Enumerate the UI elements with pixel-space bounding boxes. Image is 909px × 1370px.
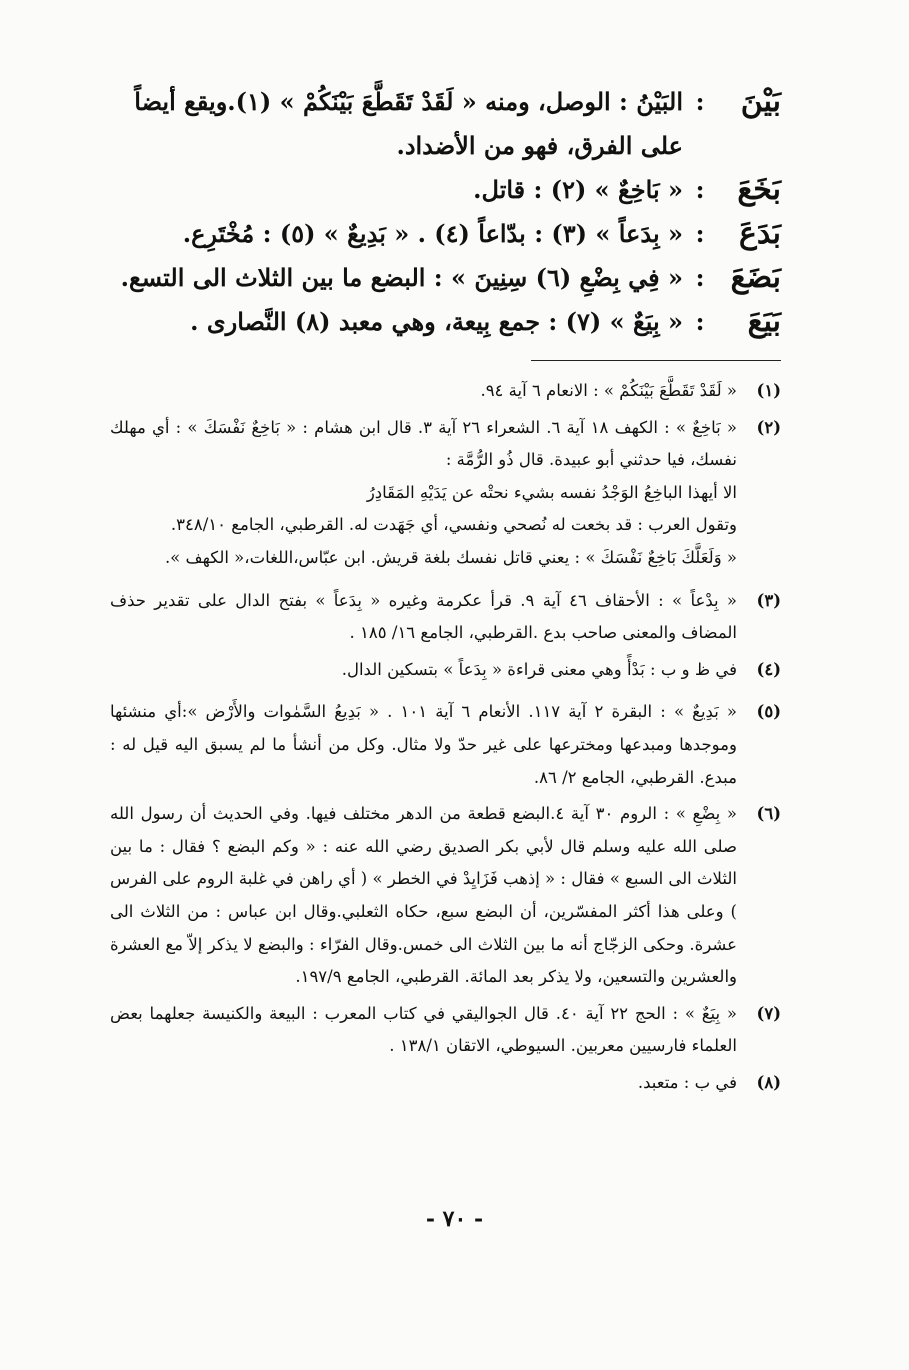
entry-colon: : — [695, 87, 705, 116]
footnote-number: (١) — [756, 381, 781, 400]
entry-bakhaa — [110, 168, 781, 212]
footnote-6 — [110, 798, 781, 994]
footnote-text — [110, 798, 737, 994]
footnote-3 — [110, 585, 781, 650]
entry-headword: بَيَعَ — [747, 304, 781, 339]
footnote-number: (٨) — [756, 1072, 781, 1092]
footnote-line: « وَلَعَلَّكَ بَاخِعٌ نَفْسَكَ » : يعني قاتل نفسك بلغة قريش. ابن عبّاس،اللغات،« الكهف ». — [164, 547, 737, 567]
footnote-number: (٧) — [756, 1003, 781, 1023]
entry-colon: : — [695, 219, 705, 248]
lexicon-entries — [110, 80, 781, 344]
page-number: - ٧٠ - — [425, 1206, 484, 1232]
footnote-number: (٥) — [756, 702, 781, 722]
footnote-line: « بِضْعِ » : الروم ٣٠ آية ٤.البضع قطعة من الدهر مختلف فيها. وفي الحديث أن رسول الله صلى الله عليه وسلم قال لأبي بكر الصديق رضي الله عنه : « وكم البضع ؟ فقال : ما بين الثلاث الى السبع » فقال : « إذهب فَزَايِدْ في الخطر » ( أي راهن في غلبة الروم على الفرس ) وعلى هذا أكثر المفسّرين، أن البضع سبع، حكاه الثعلبي.وقال ابن عباس : من الثلاث الى عشرة. وحكى الزجّاج أنه ما بين الثلاث الى خمس.وقال الفرّاء : والبضع لا يذكر إلاّ مع العشرة والعشرين والتسعين، ولا يذكر بعد المائة. القرطبي، الجامع ١٩٧/٩. — [110, 804, 738, 987]
footnote-line: « بَاخِعٌ » : الكهف ١٨ آية ٦. الشعراء ٢٦ آية ٣. قال ابن هشام : « بَاخِعٌ نَفْسَكَ » : أي مهلك نفسك، فيا حدثني أبو عبيدة. قال ذُو الرُّمَّة : — [110, 417, 738, 470]
entry-definition: « بِدَعاً » (٣) : بدّاعاً (٤) . « بَدِيعٌ » (٥) : مُخْتَرِع. — [182, 219, 683, 248]
entry-definition: البَيْنُ : الوصل، ومنه « لَقَدْ تَقَطَّعَ بَيْنَكُمْ » (١).ويقع أيضاً على الفرق، فهو من الأضداد. — [134, 87, 683, 160]
footnote-text — [110, 654, 737, 687]
footnote-line: « بِدْعاً » : الأحقاف ٤٦ آية ٩. قرأ عكرمة وغيره « بِدَعاً » بفتح الدال على تقدير حذف المضاف والمعنى صاحب بدع .القرطبي، الجامع ١٦/ ١٨٥ . — [110, 590, 738, 643]
footnote-line: في ب : متعبد. — [637, 1072, 737, 1092]
entry-headword: بَدَعَ — [739, 216, 781, 251]
footnote-2 — [110, 412, 781, 575]
entry-colon: : — [695, 263, 705, 292]
footnote-line: « بِيَعٌ » : الحج ٢٢ آية ٤٠. قال الجواليقي في كتاب المعرب : البيعة والكنيسة جعلهما بعض العلماء فارسيين معربين. السيوطي، الاتقان ١٣٨/١ . — [110, 1003, 737, 1056]
footnote-text — [110, 412, 737, 575]
footnote-line: « بَدِيعٌ » : البقرة ٢ آية ١١٧. الأنعام ٦ آية ١٠١ . « بَدِيعُ السَّمٰوات والأَرْض »:أي منشئها وموجدها ومبدعها ومخترعها على غير حدّ ولا مثال. وكل من أنشأ ما لم يسبق اليه قيل له : مبدع. القرطبي، الجامع ٢/ ٨٦. — [110, 702, 738, 787]
footnote-line: وتقول العرب : قد بخعت له نُصحي ونفسي، أي جَهَدت له. القرطبي، الجامع ٣٤٨/١٠. — [170, 515, 737, 535]
entry-bayaa — [110, 300, 781, 344]
footnote-7 — [110, 998, 781, 1063]
footnote-text — [110, 998, 737, 1063]
entry-definition: « بِيَعٌ » (٧) : جمع بِيعة، وهي معبد (٨) النَّصارى . — [190, 307, 683, 336]
entry-headword: بَيْنَ — [740, 84, 781, 119]
footnote-separator — [531, 360, 781, 361]
entry-definition: « فِي بِضْعِ (٦) سِنِينَ » : البضع ما بين الثلاث الى التسع. — [120, 263, 683, 292]
footnote-text — [110, 1067, 737, 1100]
footnote-number: (٤) — [756, 659, 781, 679]
footnote-verse: الا أيهذا الباخِعُ الوَجْدُ نفسه بشيء نحتْه عن يَدَيْهِ المَقَادِرُ — [366, 482, 737, 502]
entry-badaa-2 — [110, 256, 781, 300]
footnote-4 — [110, 654, 781, 687]
page-body — [110, 80, 781, 1103]
entry-bayn — [110, 80, 781, 168]
footnote-1 — [110, 375, 781, 408]
footnote-number: (٦) — [756, 804, 781, 824]
entry-headword: بَضَعَ — [730, 260, 781, 295]
footnote-line: « لَقَدْ تَقَطَّعَ بَيْنَكُمْ » : الانعام ٦ آية ٩٤. — [480, 381, 737, 400]
entry-headword: بَخَعَ — [737, 172, 781, 207]
footnote-number: (٣) — [756, 590, 781, 610]
entry-definition: « بَاخِعٌ » (٢) : قاتل. — [473, 175, 683, 204]
footnotes — [110, 375, 781, 1099]
footnote-5 — [110, 696, 781, 794]
footnote-text — [110, 375, 737, 408]
footnote-text — [110, 585, 737, 650]
entry-badaa — [110, 212, 781, 256]
footnote-text — [110, 696, 737, 794]
footnote-8 — [110, 1067, 781, 1100]
entry-colon: : — [695, 307, 705, 336]
entry-colon: : — [695, 175, 705, 204]
footnote-number: (٢) — [756, 417, 781, 437]
footnote-line: في ظ و ب : بَدْأً وهي معنى قراءة « بِدَعاً » بتسكين الدال. — [341, 659, 737, 679]
